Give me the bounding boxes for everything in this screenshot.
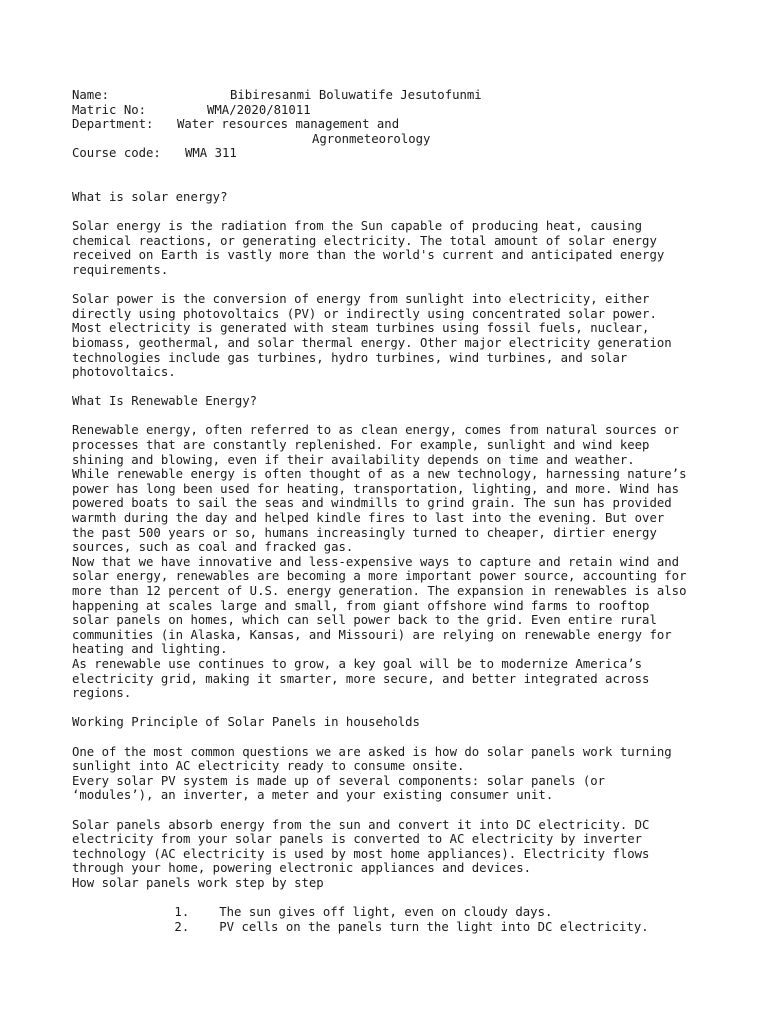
name-value: Bibiresanmi Boluwatife Jesutofunmi [230,88,482,102]
paragraph-line: Most electricity is generated with steam turbines using fossil fuels, nuclear, [72,321,650,336]
paragraph-line: communities (in Alaska, Kansas, and Missouri) are relying on renewable energy for [72,627,672,642]
paragraph-line: sources, such as coal and fracked gas. [72,540,354,555]
paragraph-line: technologies include gas turbines, hydro turbines, wind turbines, and solar [72,350,628,365]
paragraph-line: Solar panels absorb energy from the sun and convert it into DC electricity. DC [72,817,650,832]
name-row [72,88,712,103]
paragraph-line: electricity grid, making it smarter, more secure, and better integrated across [72,671,650,686]
paragraph-line: processes that are constantly replenished. For example, sunlight and wind keep [72,438,650,453]
matric-row [72,103,712,118]
paragraph-line: Solar energy is the radiation from the Sun capable of producing heat, causing [72,219,643,234]
paragraph-line: biomass, geothermal, and solar thermal energy. Other major electricity generation [72,335,672,350]
paragraph-line: ‘modules’), an inverter, a meter and your existing consumer unit. [72,788,554,803]
paragraph-line: chemical reactions, or generating electricity. The total amount of solar energy [72,233,657,248]
paragraph-line: through your home, powering electronic appliances and devices. [72,861,532,876]
paragraph-line: the past 500 years or so, humans increasingly turned to cheaper, dirtier energy [72,525,657,540]
paragraph-line: How solar panels work step by step [72,875,324,890]
steps-list [72,890,712,934]
paragraph-line: One of the most common questions we are asked is how do solar panels work turning [72,744,672,759]
paragraph-line: Solar power is the conversion of energy from sunlight into electricity, either [72,292,650,307]
paragraph-line: electricity from your solar panels is converted to AC electricity by inverter [72,832,643,847]
paragraph-line: Renewable energy, often referred to as clean energy, comes from natural sources or [72,423,680,438]
paragraph-line: requirements. [72,262,169,277]
paragraph-solar-energy [72,219,712,277]
name-label: Name: [72,88,110,102]
paragraph-pv-components [72,745,712,803]
course-label: Course code: [72,146,161,161]
section-heading-renewable-energy: What Is Renewable Energy? [72,394,258,409]
section-heading-solar-energy: What is solar energy? [72,189,228,204]
paragraph-line: While renewable energy is often thought of as a new technology, harnessing nature’s [72,467,687,482]
paragraph-solar-power [72,292,712,380]
course-row [72,146,712,161]
list-item-text: PV cells on the panels turn the light into DC electricity. [219,919,649,934]
department-label: Department: [72,117,154,132]
matric-value: WMA/2020/81011 [207,102,311,117]
department-row [72,117,712,132]
paragraph-line: solar panels on homes, which can sell power back to the grid. Even entire rural [72,613,657,628]
paragraph-line: received on Earth is vastly more than the world's current and anticipated energy [72,248,665,263]
list-item-number: 2. [174,919,190,934]
matric-label: Matric No: [72,102,147,117]
paragraph-line: solar energy, renewables are becoming a more important power source, accounting for [72,569,687,584]
list-item-text: The sun gives off light, even on cloudy days. [219,905,553,920]
paragraph-line: Now that we have innovative and less-expensive ways to capture and retain wind and [72,554,680,569]
department-row-cont [72,132,712,147]
paragraph-line: photovoltaics. [72,365,176,380]
paragraph-line: power has long been used for heating, transportation, lighting, and more. Wind has [72,481,680,496]
section-heading-working-principle: Working Principle of Solar Panels in households [72,715,420,730]
department-value-line1: Water resources management and [177,117,400,132]
paragraph-line: warmth during the day and helped kindle fires to last into the evening. But over [72,511,665,526]
paragraph-line: shining and blowing, even if their availability depends on time and weather. [72,452,635,467]
paragraph-line: powered boats to sail the seas and windmills to grind grain. The sun has provided [72,496,672,511]
department-value-line2: Agronmeteorology [312,131,431,146]
document-body [72,88,712,934]
paragraph-line: As renewable use continues to grow, a key goal will be to modernize America’s [72,656,643,671]
paragraph-line: technology (AC electricity is used by most home appliances). Electricity flows [72,846,650,861]
paragraph-renewable-energy [72,423,712,700]
paragraph-line: regions. [72,686,132,701]
paragraph-line: more than 12 percent of U.S. energy generation. The expansion in renewables is also [72,584,687,598]
list-item-number: 1. [174,905,190,920]
course-value: WMA 311 [185,146,237,161]
list-item [72,890,712,920]
paragraph-line: happening at scales large and small, from giant offshore wind farms to rooftop [72,598,650,613]
paragraph-line: sunlight into AC electricity ready to consume onsite. [72,759,465,774]
paragraph-how-panels-work [72,818,712,891]
paragraph-line: directly using photovoltaics (PV) or indirectly using concentrated solar power. [72,306,657,321]
paragraph-line: heating and lighting. [72,642,228,657]
paragraph-line: Every solar PV system is made up of several components: solar panels (or [72,773,606,788]
